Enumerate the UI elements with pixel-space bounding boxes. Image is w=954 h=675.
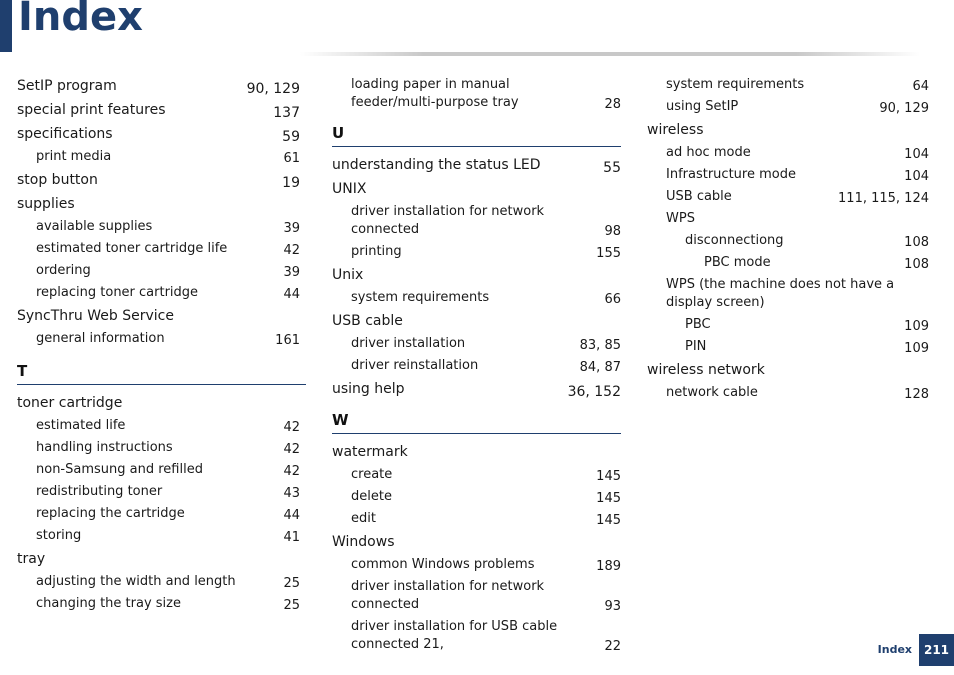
index-entry — [17, 304, 300, 328]
index-entry — [332, 153, 621, 177]
index-entry-pages: 44 — [283, 508, 300, 523]
index-entry — [17, 571, 300, 593]
index-entry — [332, 440, 621, 464]
index-entry — [17, 146, 300, 168]
index-entry-term: toner cartridge — [17, 395, 123, 411]
index-entry-term: system requirements — [351, 290, 490, 305]
index-entry-term: replacing toner cartridge — [36, 285, 199, 300]
index-entry — [647, 186, 929, 208]
index-entry — [17, 122, 300, 146]
index-entry-pages: 145 — [596, 491, 621, 506]
index-column-1 — [17, 74, 300, 615]
index-entry-pages: 28 — [604, 97, 621, 112]
header-rule — [300, 52, 920, 56]
index-entry — [332, 309, 621, 333]
index-entry-term: delete — [351, 489, 392, 504]
index-entry-term: stop button — [17, 172, 98, 188]
index-entry-term: replacing the cartridge — [36, 506, 185, 521]
index-entry-term: handling instructions — [36, 440, 173, 455]
index-entry-term: PBC mode — [704, 255, 771, 270]
index-entry — [647, 314, 929, 336]
index-entry — [647, 164, 929, 186]
index-entry — [17, 481, 300, 503]
index-entry-term: disconnectiong — [685, 233, 784, 248]
index-entry — [17, 238, 300, 260]
index-entry-pages: 55 — [603, 160, 621, 176]
index-entry-term: network cable — [666, 385, 758, 400]
index-entry-term: Windows — [332, 534, 395, 550]
index-entry — [332, 576, 621, 616]
index-entry-pages: 41 — [283, 530, 300, 545]
index-entry-term: USB cable — [666, 189, 732, 204]
index-entry-pages: 42 — [283, 420, 300, 435]
index-entry-pages: 145 — [596, 513, 621, 528]
index-entry — [17, 260, 300, 282]
index-entry — [647, 336, 929, 358]
index-entry-pages: 83, 85 — [579, 338, 621, 353]
index-entry-term: supplies — [17, 196, 75, 212]
index-entry-pages: 93 — [604, 599, 621, 614]
index-entry — [647, 96, 929, 118]
index-entry — [647, 208, 929, 230]
index-entry-term: understanding the status LED — [332, 157, 541, 173]
index-entry-term: loading paper in manual feeder/multi-purpose tray — [351, 77, 519, 110]
index-entry-pages: 98 — [604, 224, 621, 239]
index-entry — [332, 530, 621, 554]
index-entry-pages: 109 — [904, 341, 929, 356]
index-entry — [647, 118, 929, 142]
index-entry-pages: 25 — [283, 576, 300, 591]
index-entry-term: using SetIP — [666, 99, 739, 114]
index-entry-pages: 108 — [904, 235, 929, 250]
index-entry — [332, 287, 621, 309]
index-entry-term: common Windows problems — [351, 557, 535, 572]
index-entry-pages: 19 — [282, 175, 300, 191]
index-entry-term: UNIX — [332, 181, 367, 197]
index-entry-term: watermark — [332, 444, 408, 460]
index-entry-term: wireless network — [647, 362, 765, 378]
index-entry-term: estimated toner cartridge life — [36, 241, 228, 256]
index-entry-term: driver reinstallation — [351, 358, 479, 373]
index-entry-pages: 64 — [912, 79, 929, 94]
index-entry-term: print media — [36, 149, 112, 164]
index-entry-pages: 22 — [604, 639, 621, 654]
index-entry-pages: 66 — [604, 292, 621, 307]
index-entry-term: PIN — [685, 339, 707, 354]
index-entry — [17, 415, 300, 437]
index-entry — [647, 274, 929, 314]
index-entry-pages: 25 — [283, 598, 300, 613]
index-entry — [647, 382, 929, 404]
index-entry — [17, 74, 300, 98]
index-entry — [17, 168, 300, 192]
index-entry-term: special print features — [17, 102, 166, 118]
index-entry — [332, 355, 621, 377]
index-letter-heading: W — [332, 411, 621, 434]
index-entry — [647, 252, 929, 274]
index-entry-pages: 155 — [596, 246, 621, 261]
index-entry — [647, 230, 929, 252]
page-title: Index — [18, 0, 143, 40]
index-entry-term: driver installation for network connected — [351, 204, 545, 237]
index-entry-term: printing — [351, 244, 402, 259]
index-entry-term: ad hoc mode — [666, 145, 751, 160]
index-entry-pages: 137 — [273, 105, 300, 121]
index-entry — [332, 616, 621, 656]
index-entry-term: specifications — [17, 126, 113, 142]
index-column-3 — [647, 74, 929, 404]
index-entry-term: driver installation for USB cable connected 21, — [351, 619, 558, 652]
index-entry-pages: 39 — [283, 221, 300, 236]
index-entry-pages: 104 — [904, 147, 929, 162]
index-entry — [17, 459, 300, 481]
footer-label: Index — [877, 643, 912, 656]
index-entry-term: WPS (the machine does not have a display screen) — [666, 277, 895, 310]
index-entry — [332, 508, 621, 530]
index-entry — [17, 192, 300, 216]
index-entry-pages: 44 — [283, 287, 300, 302]
index-entry-pages: 108 — [904, 257, 929, 272]
index-letter-heading: U — [332, 124, 621, 147]
index-entry — [17, 593, 300, 615]
index-entry — [332, 333, 621, 355]
index-entry-pages: 111, 115, 124 — [838, 191, 929, 206]
index-letter-heading: T — [17, 362, 306, 385]
index-entry — [332, 377, 621, 401]
index-entry — [17, 282, 300, 304]
index-entry — [647, 358, 929, 382]
index-entry-pages: 42 — [283, 243, 300, 258]
index-entry-term: system requirements — [666, 77, 805, 92]
index-entry-term: non-Samsung and refilled — [36, 462, 203, 477]
index-entry-term: SyncThru Web Service — [17, 308, 174, 324]
index-entry-term: edit — [351, 511, 376, 526]
index-entry-term: general information — [36, 331, 165, 346]
index-entry — [647, 142, 929, 164]
index-entry-term: USB cable — [332, 313, 403, 329]
index-entry — [332, 464, 621, 486]
index-entry-pages: 128 — [904, 387, 929, 402]
index-entry — [17, 437, 300, 459]
index-entry-pages: 59 — [282, 129, 300, 145]
index-entry-term: tray — [17, 551, 46, 567]
index-entry — [17, 525, 300, 547]
page-number: 211 — [923, 643, 950, 657]
index-entry-term: create — [351, 467, 393, 482]
index-entry-pages: 189 — [596, 559, 621, 574]
index-entry-term: PBC — [685, 317, 711, 332]
index-entry-term: estimated life — [36, 418, 126, 433]
index-entry-term: Unix — [332, 267, 364, 283]
index-entry-pages: 84, 87 — [579, 360, 621, 375]
index-entry-term: using help — [332, 381, 405, 397]
page-number-box — [919, 634, 954, 666]
index-entry-term: storing — [36, 528, 82, 543]
index-entry-term: available supplies — [36, 219, 153, 234]
index-entry — [332, 201, 621, 241]
index-entry-pages: 145 — [596, 469, 621, 484]
index-entry-term: redistributing toner — [36, 484, 163, 499]
index-entry-pages: 90, 129 — [879, 101, 929, 116]
index-entry — [17, 547, 300, 571]
index-entry-term: changing the tray size — [36, 596, 181, 611]
index-entry — [17, 216, 300, 238]
header-accent-bar — [0, 0, 12, 52]
index-entry-term: driver installation for network connected — [351, 579, 545, 612]
index-entry-term: SetIP program — [17, 78, 117, 94]
index-entry-pages: 104 — [904, 169, 929, 184]
index-entry — [647, 74, 929, 96]
index-entry — [17, 98, 300, 122]
index-entry — [332, 241, 621, 263]
index-entry-pages: 39 — [283, 265, 300, 280]
index-entry — [332, 486, 621, 508]
index-entry-pages: 109 — [904, 319, 929, 334]
index-entry-pages: 42 — [283, 442, 300, 457]
index-entry-pages: 42 — [283, 464, 300, 479]
index-entry-pages: 161 — [275, 333, 300, 348]
index-entry-term: driver installation — [351, 336, 466, 351]
index-entry — [17, 503, 300, 525]
index-entry — [332, 263, 621, 287]
index-entry — [17, 391, 300, 415]
index-entry-term: WPS — [666, 211, 695, 226]
index-entry — [332, 554, 621, 576]
index-entry-term: Infrastructure mode — [666, 167, 796, 182]
index-entry-pages: 43 — [283, 486, 300, 501]
index-entry-pages: 36, 152 — [567, 384, 621, 400]
index-entry — [332, 74, 621, 114]
index-entry-pages: 61 — [283, 151, 300, 166]
index-column-2 — [332, 74, 621, 656]
index-entry-term: ordering — [36, 263, 91, 278]
index-entry-pages: 90, 129 — [246, 81, 300, 97]
index-entry — [332, 177, 621, 201]
index-entry — [17, 328, 300, 350]
index-entry-term: adjusting the width and length — [36, 574, 236, 589]
index-entry-term: wireless — [647, 122, 704, 138]
